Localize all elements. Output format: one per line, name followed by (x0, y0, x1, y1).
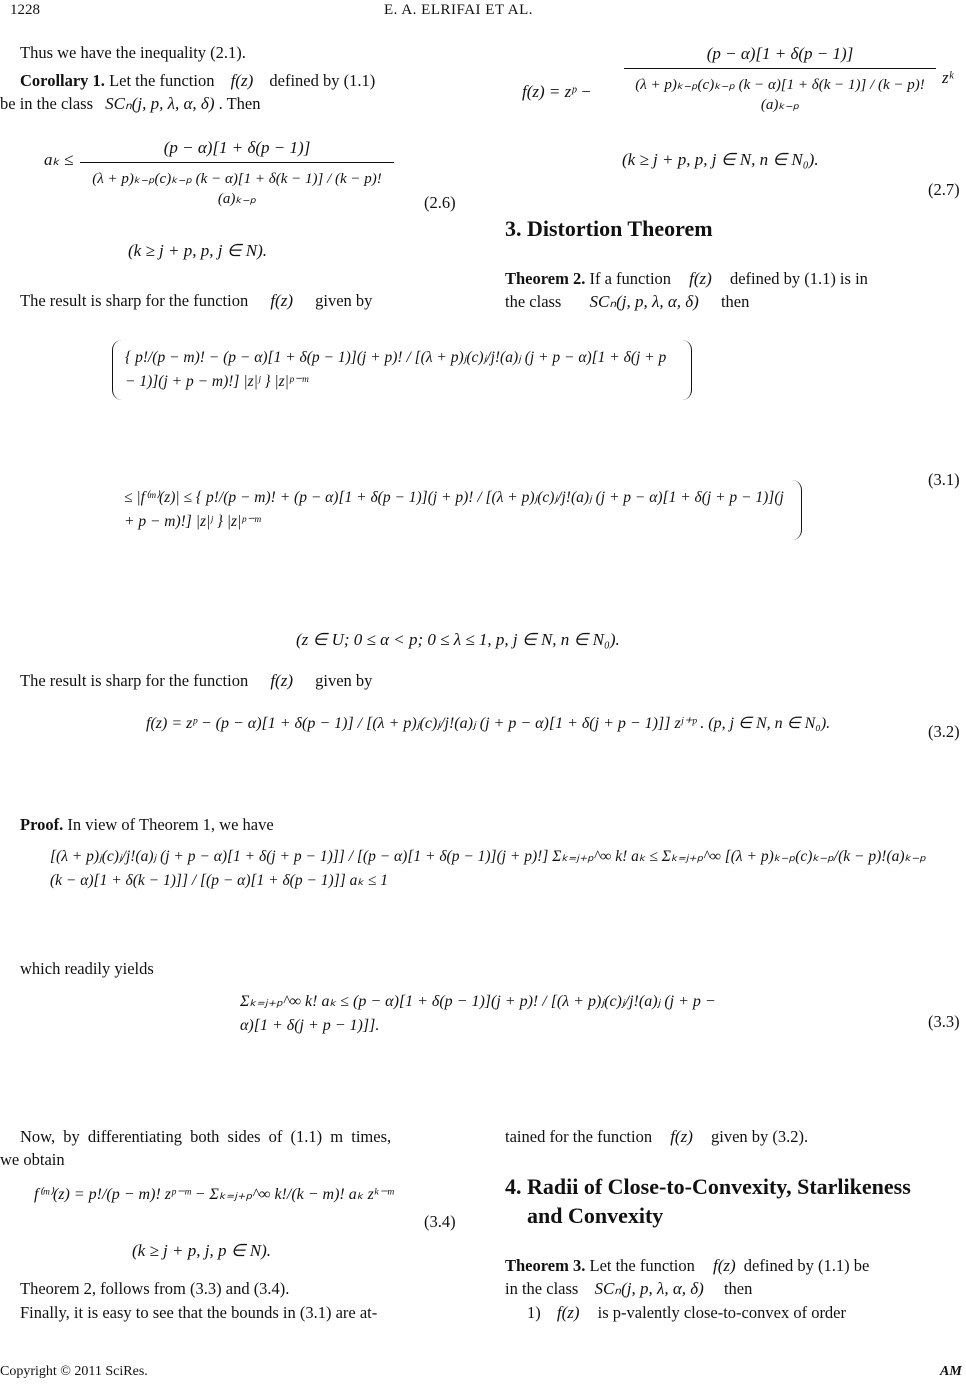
sharp-result-2-text: The result is sharp for the function (20, 671, 249, 690)
function-f: f(z) (270, 291, 293, 310)
corollary-1-line2 (0, 93, 260, 115)
theorem-3-statement (505, 1255, 965, 1277)
item-1-text: is p-valently close-to-convex of order (597, 1303, 847, 1322)
class-symbol: SCₙ(j, p, λ, α, δ) (589, 292, 699, 311)
sharp-result-2-text-b: given by (315, 671, 373, 690)
corollary-1-text-b: defined by (1.1) (269, 71, 376, 90)
eq26-lhs: aₖ ≤ (44, 150, 74, 169)
eq27-numerator: (p − α)[1 + δ(p − 1)] (624, 44, 936, 69)
eq26-condition: (k ≥ j + p, p, j ∈ N). (128, 241, 268, 260)
theorem-3-text-b: defined by (1.1) be (743, 1256, 870, 1275)
theorem-2-text-d: then (720, 292, 750, 311)
theorem-3-item-1 (527, 1302, 846, 1324)
eq26-numerator: (p − α)[1 + δ(p − 1)] (80, 138, 394, 163)
proof-text: In view of Theorem 1, we have (67, 815, 274, 834)
eq27-rhs: zᵏ (942, 68, 954, 87)
sharp-result-1-text-b: given by (315, 291, 373, 310)
corollary-1 (20, 70, 462, 92)
function-f: f(z) (270, 671, 293, 690)
sharp-result-2 (20, 670, 372, 692)
eq31-lower-bound-brace: { p!/(p − m)! − (p − α)[1 + δ(p − 1)](j + p)! / [(λ + p)ⱼ(c)ⱼ/j!(a)ⱼ (j + p − α)[1 + δ(j + p − 1)](j + p − m)!] |z|ʲ } |z|ᵖ⁻ᵐ (112, 340, 692, 400)
tained-text (505, 1126, 808, 1148)
eq32: f(z) = zᵖ − (p − α)[1 + δ(p − 1)] / [(λ + p)ⱼ(c)ⱼ/j!(a)ⱼ (j + p − α)[1 + δ(j + p − 1)]] zʲ⁺ᵖ . (p, j ∈ N, n ∈ N₀). (146, 715, 831, 732)
theorem-3-text-a: Let the function (589, 1256, 695, 1275)
theorem-2-statement (505, 268, 965, 290)
item-1-number: 1) (527, 1303, 541, 1322)
running-title: E. A. ELRIFAI ET AL. (384, 2, 534, 18)
paragraph-inequality-ref: Thus we have the inequality (2.1). (20, 43, 246, 62)
class-symbol: SCₙ(j, p, λ, α, δ) (594, 1279, 704, 1298)
theorem-2-text-c: the class (505, 292, 562, 311)
proof-intro (20, 814, 274, 836)
eq33-number: (3.3) (928, 1012, 960, 1031)
theorem-2-line2 (505, 291, 749, 313)
theorem-3-text-c: in the class (505, 1279, 579, 1298)
theorem-2-follows: Theorem 2, follows from (3.3) and (3.4). (20, 1279, 290, 1298)
theorem-2-text-a: If a function (589, 269, 672, 288)
eq26-denominator: (λ + p)ₖ₋ₚ(c)ₖ₋ₚ (k − α)[1 + δ(k − 1)] / (k − p)!(a)ₖ₋ₚ (92, 171, 382, 207)
eq31-upper-bound (112, 480, 802, 540)
proof-inequality: [(λ + p)ⱼ(c)ⱼ/j!(a)ⱼ (j + p − α)[1 + δ(j + p − 1)]] / [(p − α)[1 + δ(p − 1)](j + p)!] Σₖ₌ⱼ₊ₚ^∞ k! aₖ ≤ Σₖ₌ⱼ₊ₚ^∞ [(λ + p)ₖ₋ₚ(c)ₖ₋ₚ/(k − p)!(a)ₖ₋ₚ (k − α)[1 + δ(k − 1)]] / [(p − α)[1 + δ(p − 1)]] aₖ ≤ 1 (50, 848, 926, 889)
theorem-3-line2 (505, 1278, 752, 1300)
theorem-3-label: Theorem 3. (505, 1256, 586, 1275)
differentiating-text-b: we obtain (0, 1150, 65, 1169)
function-f: f(z) (713, 1256, 736, 1275)
tained-text-b: given by (3.2). (711, 1127, 809, 1146)
copyright: Copyright © 2011 SciRes. (0, 1364, 148, 1379)
class-symbol: SCₙ(j, p, λ, α, δ) (105, 94, 215, 113)
differentiating-text: Now, by differentiating both sides of (1.1) m times, (20, 1127, 392, 1146)
sharp-result-1 (20, 290, 372, 312)
corollary-1-text-c: be in the class (0, 94, 94, 113)
page-number: 1228 (10, 2, 40, 18)
readily-yields: which readily yields (20, 959, 154, 978)
theorem-3-text-d: then (723, 1279, 753, 1298)
eq26-fraction (80, 138, 394, 209)
eq34: f⁽ᵐ⁾(z) = p!/(p − m)! zᵖ⁻ᵐ − Σₖ₌ⱼ₊ₚ^∞ k!/(k − m)! aₖ zᵏ⁻ᵐ (34, 1186, 394, 1203)
eq27-number: (2.7) (928, 180, 960, 199)
eq31-number: (3.1) (928, 470, 960, 489)
theorem-2-text-b: defined by (1.1) is in (729, 269, 868, 288)
eq34-condition: (k ≥ j + p, j, p ∈ N). (132, 1241, 272, 1260)
function-f: f(z) (670, 1127, 693, 1146)
section-4-heading: 4. Radii of Close-to-Convexity, Starlikeness (505, 1174, 911, 1199)
tained-text-a: tained for the function (505, 1127, 653, 1146)
function-f: f(z) (556, 1303, 580, 1322)
journal-abbrev: AM (940, 1364, 962, 1379)
theorem-2-label: Theorem 2. (505, 269, 586, 288)
corollary-1-text-d: . Then (218, 94, 261, 113)
sharp-result-1-text: The result is sharp for the function (20, 291, 249, 310)
eq31-upper-bound-brace: ≤ |f⁽ᵐ⁾(z)| ≤ { p!/(p − m)! + (p − α)[1 + δ(p − 1)](j + p)! / [(λ + p)ⱼ(c)ⱼ/j!(a)ⱼ (j + p − α)[1 + δ(j + p − 1)](j + p − m)!] |z|ʲ } |z|ᵖ⁻ᵐ (112, 480, 802, 540)
function-f: f(z) (230, 71, 254, 90)
section-4-heading-line2: and Convexity (527, 1203, 664, 1228)
corollary-1-text-a: Let the function (109, 71, 215, 90)
eq27-fraction (624, 44, 936, 115)
bounds-attained: Finally, it is easy to see that the bounds in (3.1) are at- (20, 1303, 378, 1322)
eq27-denominator: (λ + p)ₖ₋ₚ(c)ₖ₋ₚ (k − α)[1 + δ(k − 1)] / (k − p)!(a)ₖ₋ₚ (635, 77, 925, 113)
eq27-lhs: f(z) = zᵖ − (522, 82, 592, 101)
eq34-number: (3.4) (424, 1212, 456, 1231)
eq33: Σₖ₌ⱼ₊ₚ^∞ k! aₖ ≤ (p − α)[1 + δ(p − 1)](j + p)! / [(λ + p)ⱼ(c)ⱼ/j!(a)ⱼ (j + p − α)[1 + δ(j + p − 1)]]. (240, 993, 716, 1034)
eq31-condition: (z ∈ U; 0 ≤ α < p; 0 ≤ λ ≤ 1, p, j ∈ N, n ∈ N₀). (296, 630, 620, 649)
proof-label: Proof. (20, 815, 64, 834)
section-3-heading: 3. Distortion Theorem (505, 216, 713, 241)
eq31-lower-bound (112, 340, 692, 400)
function-f: f(z) (689, 269, 712, 288)
eq27-condition: (k ≥ j + p, p, j ∈ N, n ∈ N₀). (622, 150, 819, 169)
eq26-number: (2.6) (424, 193, 456, 212)
eq32-number: (3.2) (928, 722, 960, 741)
corollary-1-label: Corollary 1. (20, 71, 105, 90)
